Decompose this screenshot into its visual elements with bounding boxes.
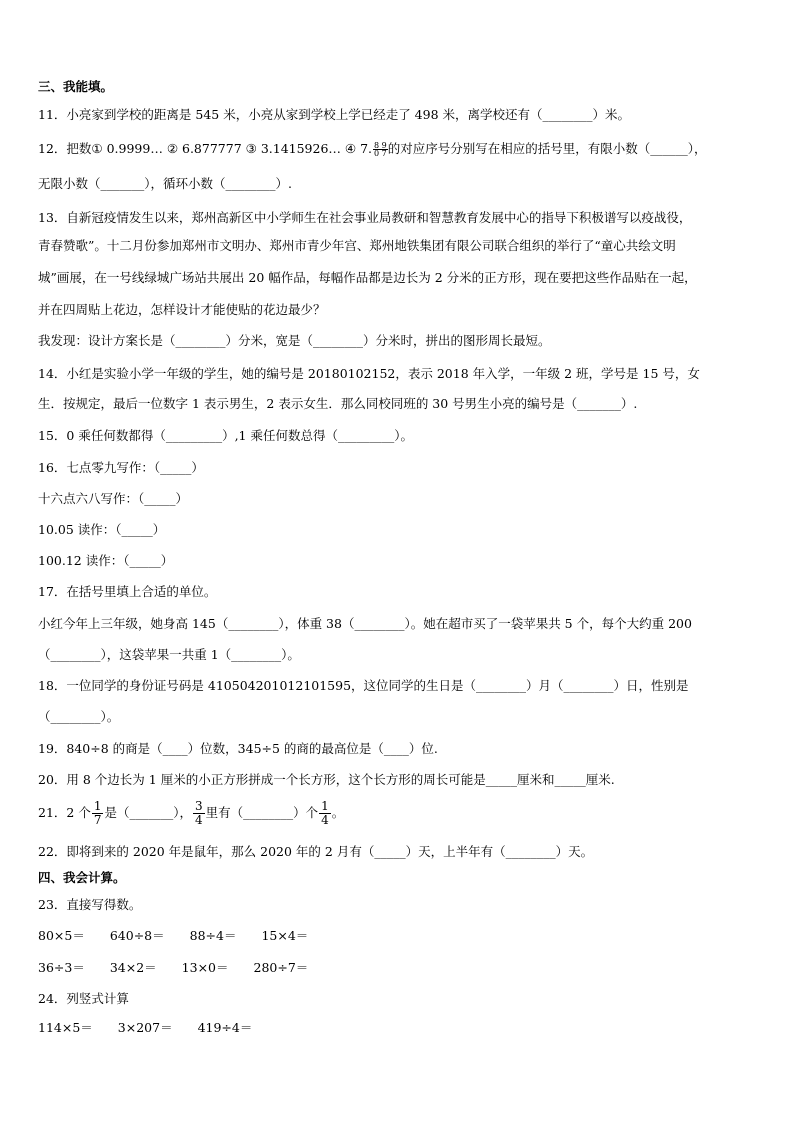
question-18-line-1: 18．一位同学的身份证号码是 410504201012101595，这位同学的生日是（________）月（________）日，性别是 (38, 678, 689, 693)
question-12-line-1 (38, 141, 707, 157)
question-13-line-1: 13．自新冠疫情发生以来，郑州高新区中小学师生在社会事业局教研和智慧教育发展中心的指导下积极谱写以疫战役， (38, 210, 692, 225)
question-18-line-2: （________）。 (38, 709, 120, 724)
question-14-line-1: 14．小红是实验小学一年级的学生，她的编号是 20180102152，表示 2018 年入学，一年级 2 班，学号是 15 号，女 (38, 366, 700, 381)
question-21 (38, 800, 344, 827)
question-24-title: 24．列竖式计算 (38, 991, 129, 1006)
question-24-row-1: 114×5＝ 3×207＝ 419÷4＝ (38, 1020, 253, 1035)
question-16-line-4: 100.12 读作：（_____） (38, 553, 174, 568)
question-16-line-1: 16．七点零九写作：（_____） (38, 460, 204, 475)
q21-part-b: 是（_______）， (104, 805, 192, 820)
question-17-line-3: （________），这袋苹果一共重 1（________）。 (38, 647, 300, 662)
question-17-line-2: 小红今年上三年级，她身高 145（________），体重 38（________）。她在超市买了一袋苹果共 5 个，每个大约重 200 (38, 616, 692, 631)
circled-3: ③ (245, 141, 257, 156)
q12-rest: 的对应序号分别写在相应的括号里，有限小数（______）， (387, 141, 707, 156)
question-14-line-2: 生．按规定，最后一位数字 1 表示男生，2 表示女生．那么同校同班的 30 号男生小亮的编号是（_______）. (38, 396, 638, 411)
question-20: 20．用 8 个边长为 1 厘米的小正方形拼成一个长方形，这个长方形的周长可能是_____厘米和_____厘米. (38, 772, 615, 787)
q21-part-d: 。 (331, 805, 345, 820)
question-16-line-2: 十六点六八写作：（_____） (38, 491, 189, 506)
q12-number-3: 3.1415926… (256, 141, 345, 156)
q21-part-a: 21．2 个 (38, 805, 91, 820)
circled-4: ④ (344, 141, 357, 156)
section-4-heading: 四、我会计算。 (38, 870, 126, 885)
circled-1: ① (91, 141, 103, 156)
q12-number-4: 7. (356, 141, 373, 156)
question-15: 15．0 乘任何数都得（_________）,1 乘任何数总得（_________）。 (38, 428, 413, 443)
q12-number-1: 0.9999… (102, 141, 167, 156)
q12-intro: 12．把数 (38, 141, 92, 156)
question-16-line-3: 10.05 读作：（_____） (38, 522, 166, 537)
question-12-line-2: 无限小数（_______），循环小数（________）. (38, 176, 292, 191)
question-19: 19．840÷8 的商是（____）位数，345÷5 的商的最高位是（____）位. (38, 741, 438, 756)
q12-number-2: 6.877777 (178, 141, 246, 156)
section-3-heading: 三、我能填。 (38, 79, 114, 94)
circled-2: ② (166, 141, 179, 156)
question-13-line-5: 我发现：设计方案长是（________）分米，宽是（________）分米时，拼出的图形周长最短。 (38, 333, 551, 348)
repeating-digits: $\frac{8 9}{0 7}$ (374, 141, 387, 158)
fraction-1-7: $\frac{1}{7}$ (93, 799, 102, 827)
question-23-row-2: 36÷3＝ 34×2＝ 13×0＝ 280÷7＝ (38, 960, 309, 975)
question-23-title: 23．直接写得数。 (38, 897, 142, 912)
fraction-3-4: $\frac{3}{4}$ (195, 799, 203, 827)
fraction-1-4: $\frac{1}{4}$ (321, 799, 329, 827)
question-23-row-1: 80×5＝ 640÷8＝ 88÷4＝ 15×4＝ (38, 928, 309, 943)
question-13-line-4: 并在四周贴上花边，怎样设计才能使贴的花边最少？ (38, 302, 326, 317)
question-13-line-3: 城”画展，在一号线绿城广场站共展出 20 幅作品，每幅作品都是边长为 2 分米的正方形，现在要把这些作品贴在一起， (38, 270, 697, 285)
question-22: 22．即将到来的 2020 年是鼠年，那么 2020 年的 2 月有（_____）天，上半年有（________）天。 (38, 844, 594, 859)
question-11: 11．小亮家到学校的距离是 545 米，小亮从家到学校上学已经走了 498 米，离学校还有（________）米。 (38, 107, 631, 122)
q21-part-c: 里有（________）个 (205, 805, 319, 820)
question-17-line-1: 17．在括号里填上合适的单位。 (38, 584, 217, 599)
question-13-line-2: 青春赞歌”。十二月份参加郑州市文明办、郑州市青少年宫、郑州地铁集团有限公司联合组织的举行了“童心共绘文明 (38, 238, 676, 253)
